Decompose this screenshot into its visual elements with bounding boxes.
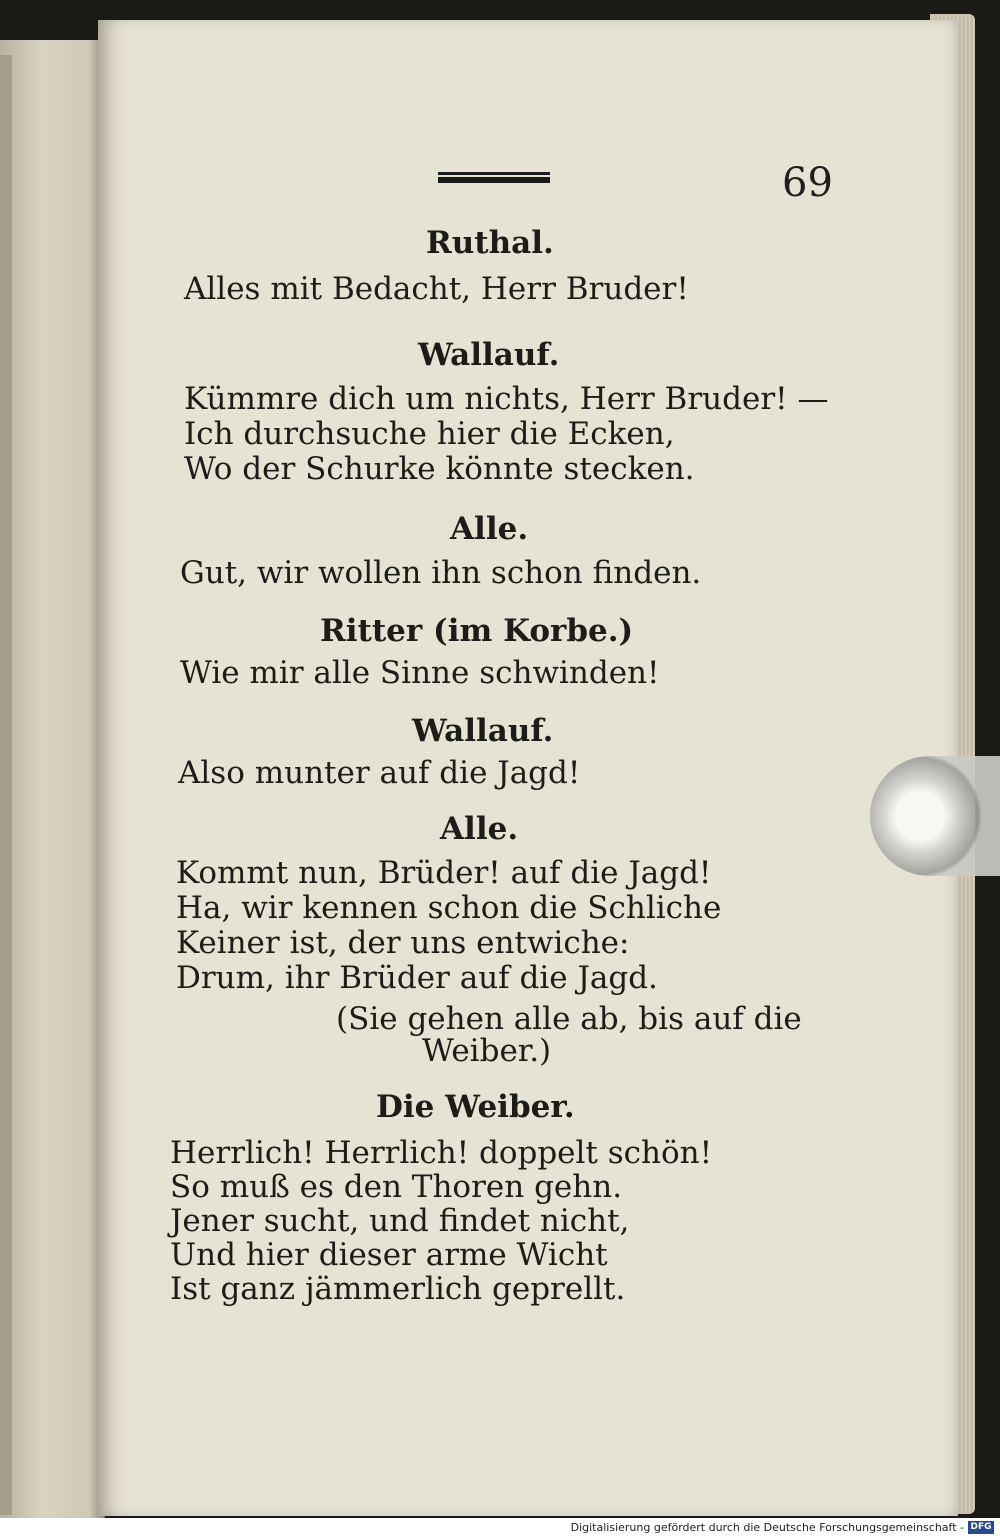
verse-line: Ha, wir kennen schon die Schliche [176, 890, 722, 926]
speaker-name: Wallauf. [418, 337, 560, 373]
digitization-footer [0, 1518, 1000, 1537]
verse-line: Keiner ist, der uns entwiche: [176, 925, 630, 961]
page-number: 69 [782, 160, 833, 206]
speaker-name: Alle. [440, 811, 519, 847]
verse-line: Jener sucht, und findet nicht, [170, 1203, 630, 1239]
dfg-logo: DFG [968, 1521, 994, 1534]
speaker-name: Alle. [450, 511, 529, 547]
funding-credit: Digitalisierung gefördert durch die Deutsche Forschungsgemeinschaft - [570, 1521, 964, 1534]
verse-line: Also munter auf die Jagd! [178, 755, 581, 791]
verse-line: Ist ganz jämmerlich geprellt. [170, 1271, 626, 1307]
verse-line: So muß es den Thoren gehn. [170, 1169, 623, 1205]
verse-line: Drum, ihr Brüder auf die Jagd. [176, 960, 658, 996]
verse-line: Ich durchsuche hier die Ecken, [184, 416, 675, 452]
speaker-name: Ruthal. [426, 225, 554, 261]
verse-line: Herrlich! Herrlich! doppelt schön! [170, 1135, 713, 1171]
verse-line: Wie mir alle Sinne schwinden! [180, 655, 660, 691]
verse-line: Und hier dieser arme Wicht [170, 1237, 608, 1273]
facing-page-edge [0, 55, 12, 1515]
verse-line: Wo der Schurke könnte stecken. [184, 451, 695, 487]
verse-line: Alles mit Bedacht, Herr Bruder! [184, 271, 689, 307]
stage-direction: Weiber.) [422, 1033, 552, 1069]
page-clip [870, 756, 1000, 876]
header-rule [438, 172, 550, 183]
facing-page-left [0, 40, 105, 1520]
verse-line: Kümmre dich um nichts, Herr Bruder! — [184, 381, 829, 417]
verse-line: Kommt nun, Brüder! auf die Jagd! [176, 855, 712, 891]
speaker-name: Ritter (im Korbe.) [320, 613, 634, 649]
speaker-name: Wallauf. [412, 713, 554, 749]
verse-line: Gut, wir wollen ihn schon finden. [180, 555, 702, 591]
speaker-name: Die Weiber. [376, 1089, 575, 1125]
stage-direction: (Sie gehen alle ab, bis auf die [336, 1001, 802, 1037]
